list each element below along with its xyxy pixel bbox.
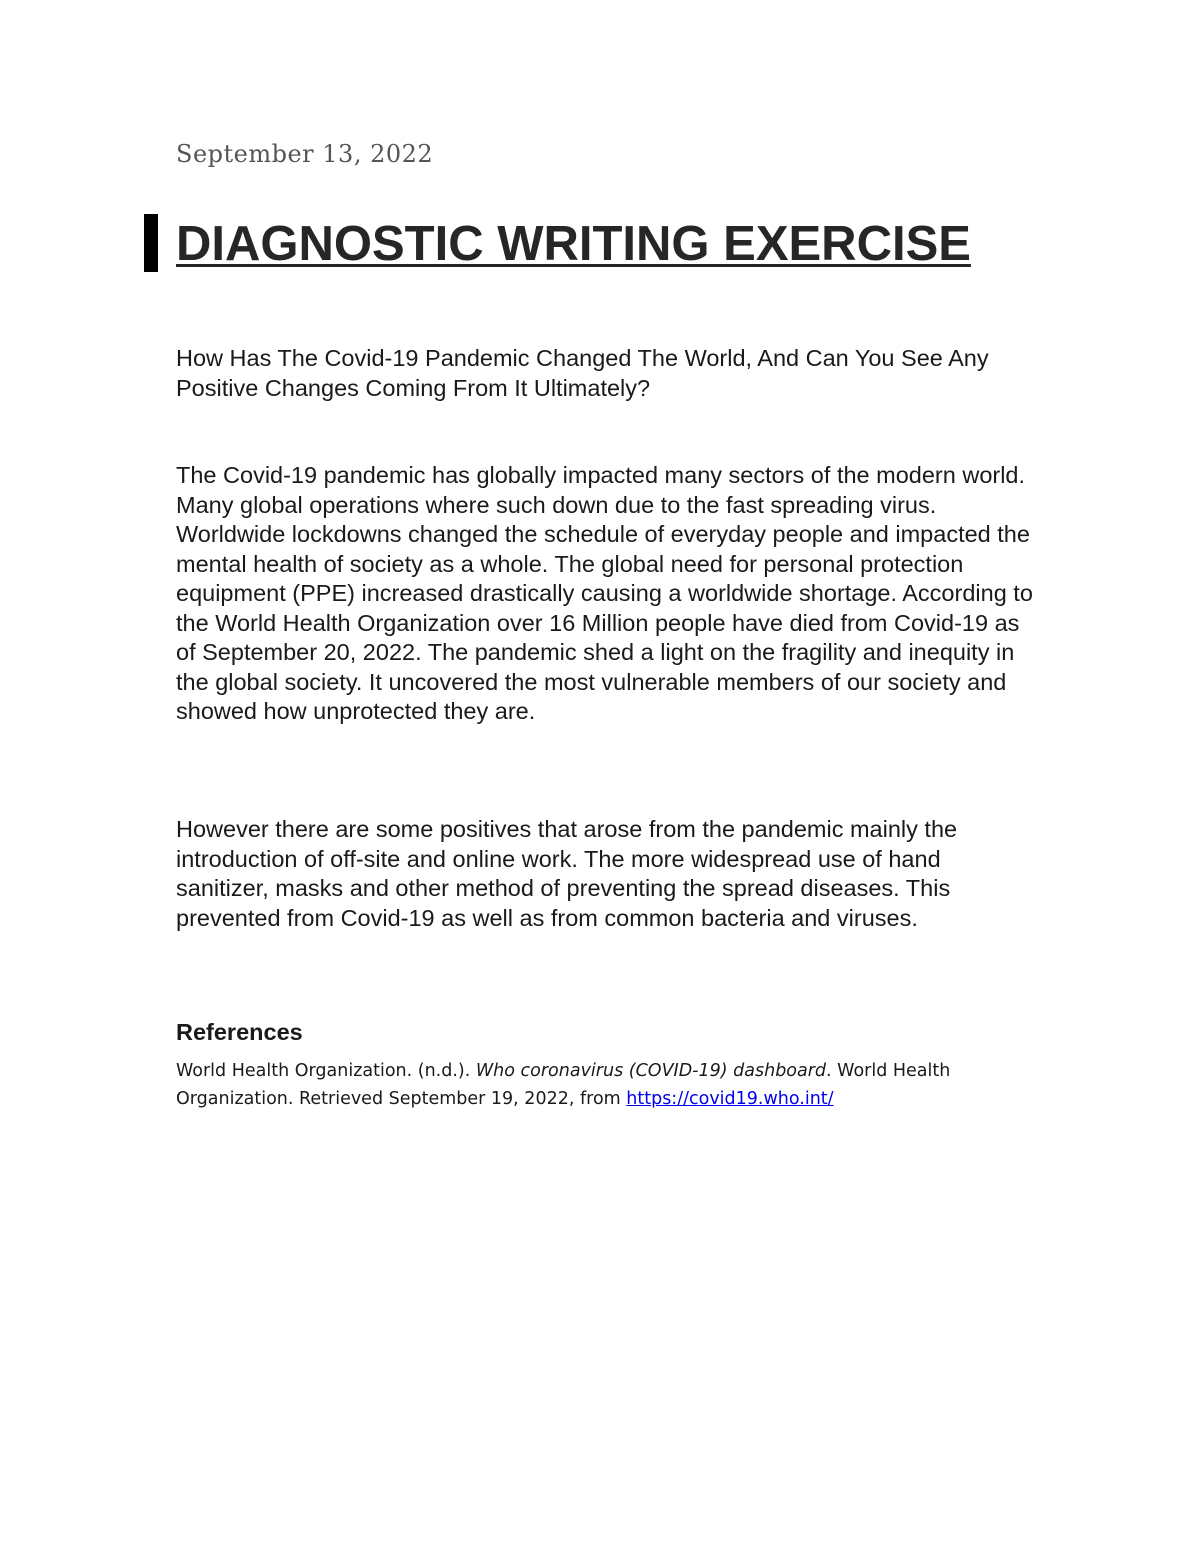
reference-link[interactable]: https://covid19.who.int/ <box>626 1089 834 1109</box>
reference-work-title: Who coronavirus (COVID-19) dashboard <box>475 1061 827 1081</box>
document-title: DIAGNOSTIC WRITING EXERCISE <box>176 217 971 271</box>
document-date: September 13, 2022 <box>176 140 434 168</box>
body-paragraph-2: However there are some positives that arose from the pandemic mainly the introduction of off-site and online work. The more widespread use of hand sanitizer, masks and other method of preventing the spread diseases. This prevented from Covid-19 as well as from common bacteria and viruses. <box>176 816 958 931</box>
essay-question: How Has The Covid-19 Pandemic Changed The World, And Can You See Any Positive Changes Coming From It Ultimately? <box>176 345 989 401</box>
body-paragraph-1: The Covid-19 pandemic has globally impacted many sectors of the modern world. Many global operations where such down due to the fast spreading virus. Worldwide lockdowns changed the schedule of everyday people and impacted the mental health of society as a whole. The global need for personal protection equipment (PPE) increased drastically causing a worldwide shortage. According to the World Health Organization over 16 Million people have died from Covid-19 as of September 20, 2022. The pandemic shed a light on the fragility and inequity in the global society. It uncovered the most vulnerable members of our society and showed how unprotected they are. <box>176 462 1033 724</box>
title-accent-bar <box>144 214 158 272</box>
reference-publisher: . World Health Organization. Retrieved September 19, 2022, from <box>176 1061 951 1109</box>
reference-entry <box>176 1057 996 1113</box>
references-heading: References <box>176 1019 303 1045</box>
reference-author: World Health Organization. (n.d.). <box>176 1061 476 1081</box>
